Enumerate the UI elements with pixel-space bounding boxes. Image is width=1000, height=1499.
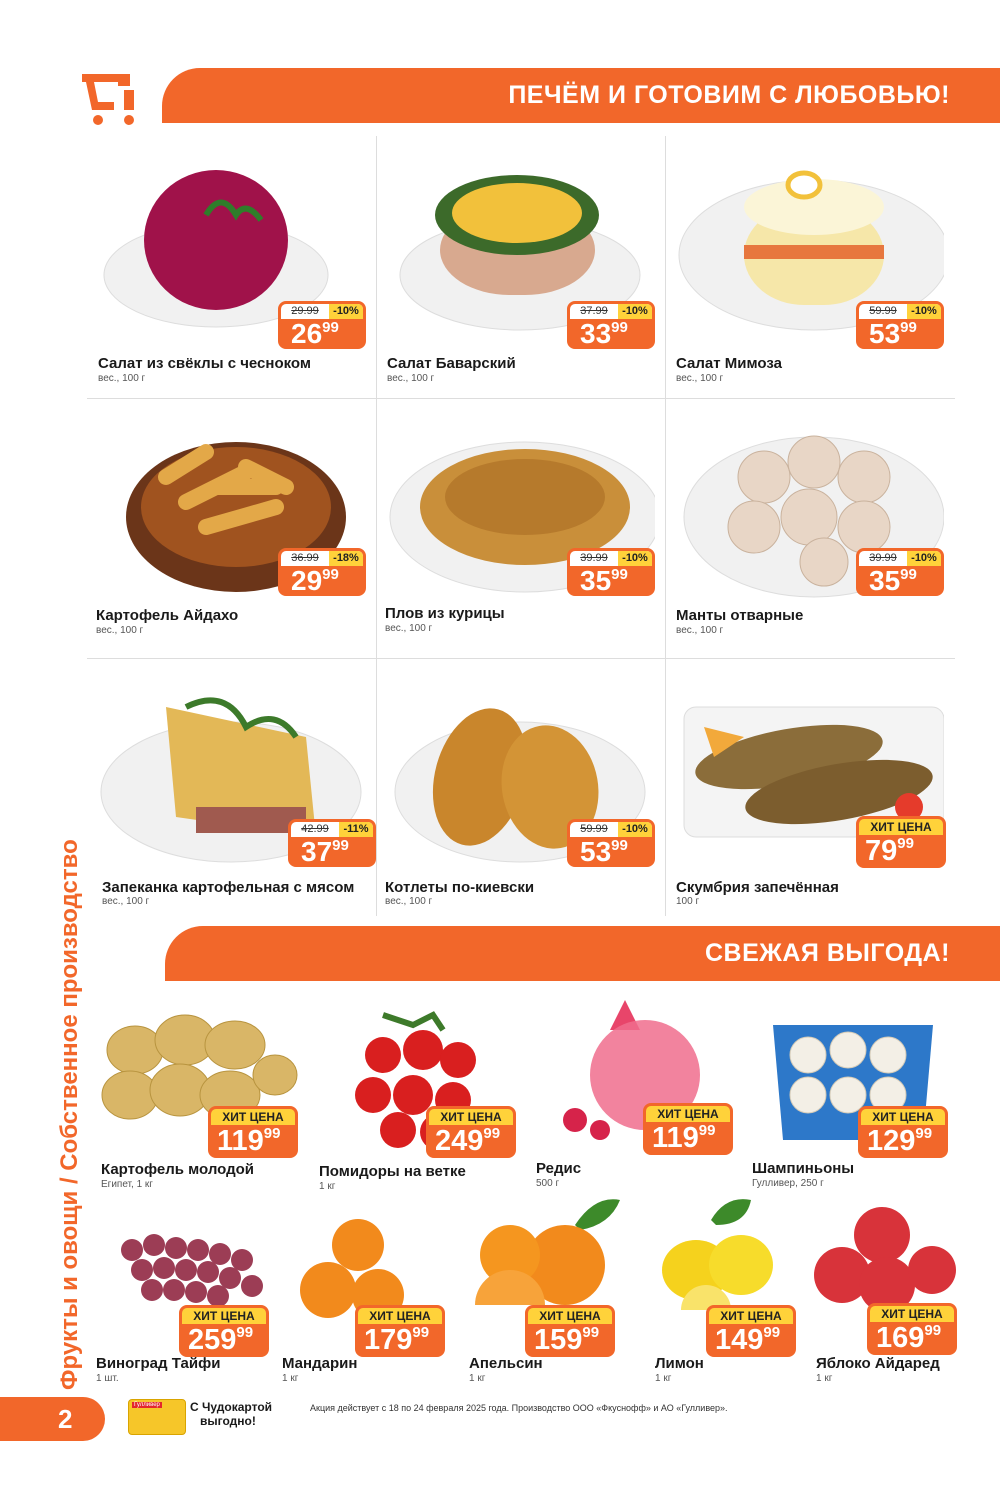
product-name: Мандарин: [282, 1355, 358, 1372]
loyalty-card-icon: Гулливер: [128, 1399, 186, 1435]
product-card[interactable]: [88, 399, 377, 659]
section-banner-fresh: [165, 926, 1000, 981]
product-name: Манты отварные: [676, 607, 804, 624]
hit-price-tag: ХИТ ЦЕНА $249^{99}$: [426, 1106, 516, 1158]
price-tag: 37.99 -10% $33^{99}$: [567, 301, 655, 349]
hit-price-tag: ХИТ ЦЕНА $259^{99}$: [179, 1305, 269, 1357]
product-weight: вес., 100 г: [385, 623, 433, 634]
product-weight: 100 г: [676, 896, 700, 907]
hit-price-tag: ХИТ ЦЕНА $119^{99}$: [208, 1106, 298, 1158]
product-name: Скумбрия запечённая: [676, 879, 839, 896]
price-tag: 36.99 -18% $29^{99}$: [278, 548, 366, 596]
product-weight: вес., 100 г: [102, 896, 150, 907]
apple-image: [812, 1200, 957, 1320]
grapes-image: [112, 1210, 272, 1320]
product-weight: 500 г: [536, 1178, 560, 1189]
product-name: Салат Баварский: [387, 355, 516, 372]
product-weight: 1 кг: [469, 1373, 486, 1384]
product-weight: вес., 100 г: [385, 896, 433, 907]
product-name: Апельсин: [469, 1355, 543, 1372]
product-weight: 1 кг: [655, 1373, 672, 1384]
product-name: Плов из курицы: [385, 605, 505, 622]
price-tag: 59.99 -10% $53^{99}$: [856, 301, 944, 349]
section-banner-prepared: [162, 68, 1000, 123]
store-logo: [78, 66, 148, 126]
product-card[interactable]: [812, 1200, 972, 1390]
price-tag: 39.99 -10% $35^{99}$: [856, 548, 944, 596]
product-weight: 1 кг: [282, 1373, 299, 1384]
hit-price-tag: ХИТ ЦЕНА $149^{99}$: [706, 1305, 796, 1357]
category-side-label: Фрукты и овощи / Собственное производство: [56, 839, 83, 1390]
product-name: Котлеты по-киевски: [385, 879, 535, 896]
product-card[interactable]: [465, 1195, 650, 1390]
promo-disclaimer: Акция действует с 18 по 24 февраля 2025 года. Производство ООО «Фкуснофф» и АО «Гулливер».: [310, 1403, 728, 1413]
product-card[interactable]: [377, 659, 666, 919]
product-origin: Египет, 1 кг: [101, 1179, 153, 1190]
hit-price-tag: ХИТ ЦЕНА $79^{99}$: [856, 816, 946, 868]
product-weight: вес., 100 г: [676, 625, 724, 636]
product-name: Редис: [536, 1160, 582, 1177]
product-name: Яблоко Айдаред: [816, 1355, 940, 1372]
product-name: Салат из свёклы с чесноком: [98, 355, 311, 372]
price-tag: 59.99 -10% $53^{99}$: [567, 819, 655, 867]
product-card[interactable]: [377, 137, 666, 397]
product-card[interactable]: [748, 1000, 963, 1190]
product-card[interactable]: [530, 995, 745, 1190]
product-card[interactable]: [95, 1000, 310, 1190]
product-card[interactable]: [88, 137, 377, 397]
hit-price-tag: ХИТ ЦЕНА $169^{99}$: [867, 1303, 957, 1355]
hit-price-tag: ХИТ ЦЕНА $179^{99}$: [355, 1305, 445, 1357]
product-card[interactable]: [666, 399, 955, 659]
product-name: Виноград Тайфи: [96, 1355, 221, 1372]
price-tag: 42.99 -11% $37^{99}$: [288, 819, 376, 867]
product-card[interactable]: [88, 659, 377, 919]
hit-price-tag: ХИТ ЦЕНА $119^{99}$: [643, 1103, 733, 1155]
product-weight: вес., 100 г: [98, 373, 146, 384]
page-number: 2: [0, 1397, 105, 1441]
product-name: Картофель молодой: [101, 1161, 255, 1178]
product-card[interactable]: [92, 1205, 277, 1390]
product-name: Шампиньоны: [752, 1160, 855, 1177]
product-weight: вес., 100 г: [96, 625, 144, 636]
product-weight: 1 кг: [816, 1373, 833, 1384]
product-card[interactable]: [313, 1000, 528, 1190]
product-name: Салат Мимоза: [676, 355, 782, 372]
product-name: Лимон: [655, 1355, 704, 1372]
section-title: СВЕЖАЯ ВЫГОДА!: [704, 939, 950, 967]
product-origin: Гулливер, 250 г: [752, 1178, 824, 1189]
product-weight: вес., 100 г: [387, 373, 435, 384]
product-card[interactable]: [377, 399, 666, 659]
product-name: Помидоры на ветке: [319, 1163, 466, 1180]
product-card[interactable]: [651, 1195, 811, 1390]
page-title: ПЕЧЁМ И ГОТОВИМ С ЛЮБОВЬЮ!: [508, 81, 950, 109]
price-tag: 29.99 -10% $26^{99}$: [278, 301, 366, 349]
loyalty-card-text: С Чудокартой выгодно!: [190, 1400, 273, 1428]
product-weight: 1 кг: [319, 1181, 336, 1192]
price-tag: 39.99 -10% $35^{99}$: [567, 548, 655, 596]
hit-price-tag: ХИТ ЦЕНА $159^{99}$: [525, 1305, 615, 1357]
product-quantity: 1 шт.: [96, 1373, 119, 1384]
product-name: Картофель Айдахо: [96, 607, 239, 624]
product-card[interactable]: [278, 1205, 463, 1390]
product-card[interactable]: [666, 137, 955, 397]
product-card[interactable]: [666, 659, 955, 919]
hit-price-tag: ХИТ ЦЕНА $129^{99}$: [858, 1106, 948, 1158]
product-name: Запеканка картофельная с мясом: [102, 879, 355, 896]
product-weight: вес., 100 г: [676, 373, 724, 384]
